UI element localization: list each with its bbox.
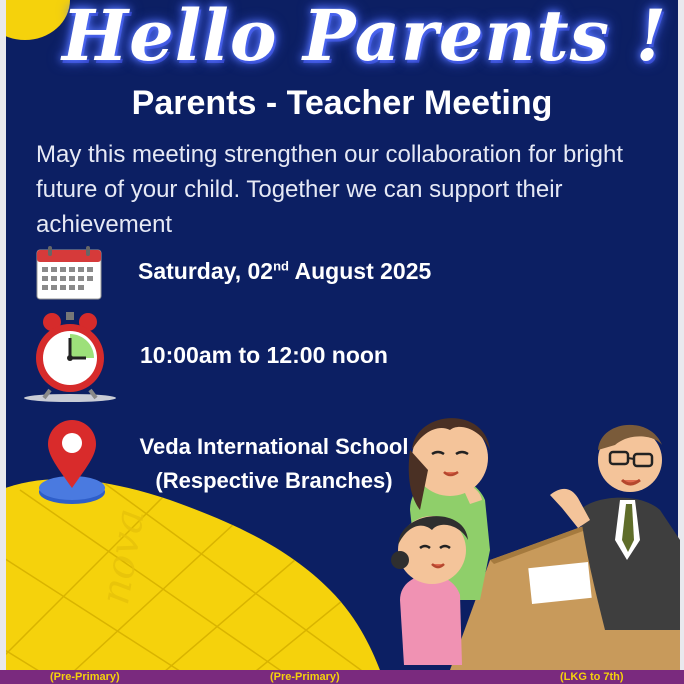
greeting-heading: Hello Parents ! (62, 0, 668, 77)
event-date-prefix: Saturday, 02 (138, 258, 274, 284)
footer-bar (0, 670, 684, 684)
event-date (138, 258, 431, 285)
footer-label-1: (Pre-Primary) (50, 671, 120, 683)
event-date-suffix-ordinal: nd (273, 258, 289, 274)
event-title: Parents - Teacher Meeting (131, 84, 553, 122)
calendar-icon (36, 246, 102, 300)
venue-branches: (Respective Branches) (155, 468, 393, 493)
event-message: May this meeting strengthen our collaboration for bright future of your child. Together we can support their achievement (36, 141, 623, 238)
event-date-month-year: August 2025 (288, 258, 432, 284)
location-pin-icon (36, 418, 108, 506)
event-time: 10:00am to 12:00 noon (140, 342, 388, 368)
venue-name: Veda International School (139, 434, 409, 459)
yellow-corner-blob (0, 0, 70, 40)
footer-label-2: (Pre-Primary) (270, 671, 340, 683)
parents-teacher-illustration (390, 400, 680, 670)
footer-label-3: (LKG to 7th) (560, 671, 624, 683)
decorative-curved-word: nova (92, 505, 155, 608)
alarm-clock-icon (22, 310, 118, 404)
